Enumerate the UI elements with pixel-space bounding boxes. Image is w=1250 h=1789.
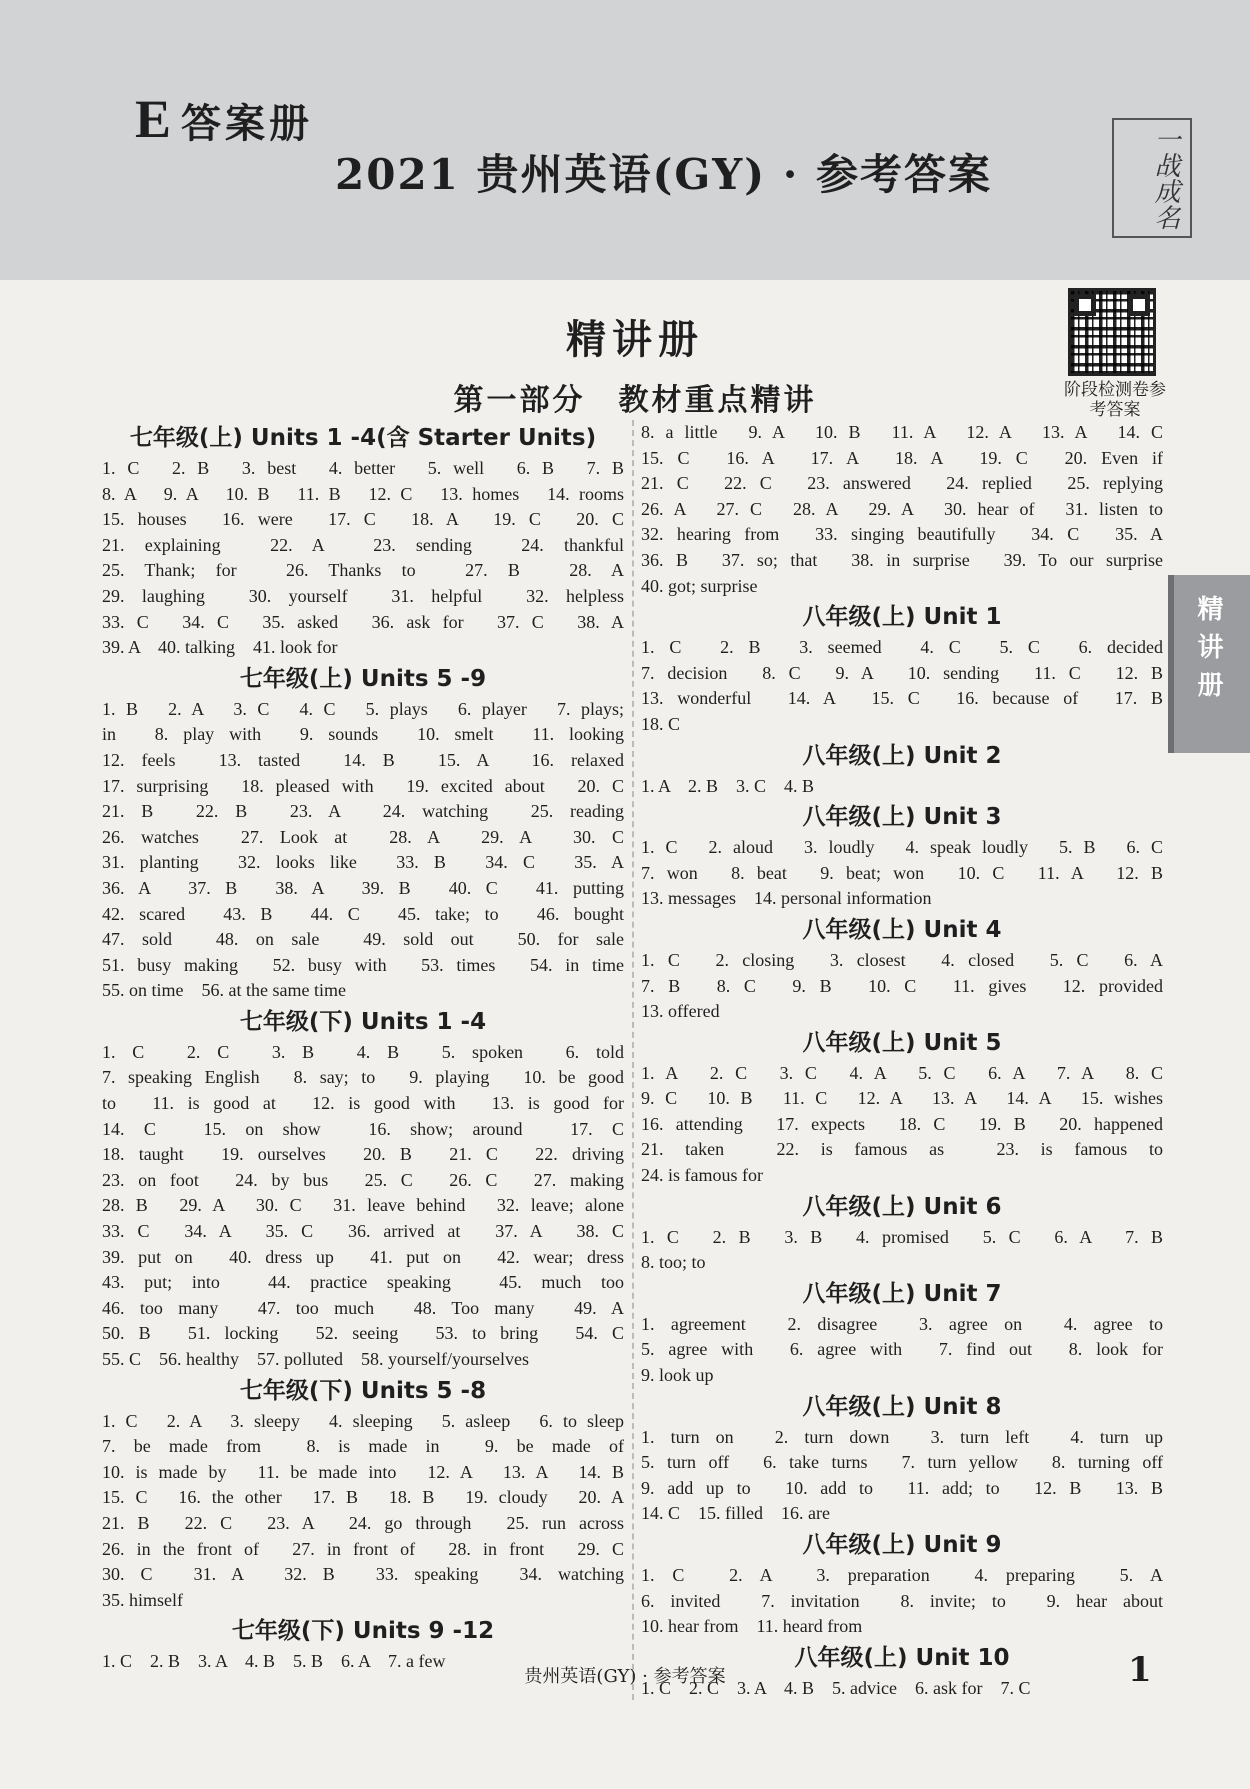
page-number: 1 — [1128, 1650, 1152, 1690]
answer-line: 7. B 8. C 9. B 10. C 11. gives 12. provided — [641, 975, 1163, 996]
answer-line: 14. C 15. on show 16. show; around 17. C — [102, 1118, 624, 1139]
answer-line: 33. C 34. C 35. asked 36. ask for 37. C 38. A — [102, 611, 624, 632]
section-title: 八年级(上) Unit 6 — [802, 1193, 1002, 1220]
answer-line: 15. C 16. the other 17. B 18. B 19. cloudy 20. A — [102, 1487, 624, 1508]
answer-line: 23. on foot 24. by bus 25. C 26. C 27. making — [102, 1169, 624, 1190]
answer-line: 1. turn on 2. turn down 3. turn left 4. turn up — [641, 1426, 1163, 1447]
answer-line: 1. C 2. B 3. best 4. better 5. well 6. B 7. B — [102, 458, 624, 478]
answer-line: 16. attending 17. expects 18. C 19. B 20. happened — [641, 1113, 1163, 1134]
section-title: 八年级(上) Unit 8 — [802, 1393, 1002, 1420]
answer-line: 25. Thank; for 26. Thanks to 27. B 28. A — [102, 560, 624, 581]
answer-line: to 11. is good at 12. is good with 13. is good for — [102, 1093, 624, 1114]
side-tab — [1168, 575, 1250, 753]
section-title: 七年级(下) Units 9 -12 — [231, 1618, 495, 1645]
left-column — [102, 420, 624, 1675]
answer-line: 7. speaking English 8. say; to 9. playing 10. be good — [102, 1067, 624, 1088]
answer-line: 1. C 2. A 3. sleepy 4. sleeping 5. asleep 6. to sleep — [102, 1410, 624, 1431]
answer-line: 1. C 2. B 3. B 4. promised 5. C 6. A 7. B — [641, 1226, 1163, 1247]
answer-line: in 8. play with 9. sounds 10. smelt 11. looking — [102, 724, 624, 745]
answer-line: 8. A 9. A 10. B 11. B 12. C 13. homes 14. rooms — [102, 483, 624, 504]
answer-line: 1. A 2. B 3. C 4. B — [641, 775, 815, 796]
answer-line: 1. A 2. C 3. C 4. A 5. C 6. A 7. A 8. C — [641, 1062, 1163, 1083]
qr-caption: 阶段检测卷参考答案 — [1064, 380, 1166, 420]
section-title: 七年级(下) Units 5 -8 — [239, 1377, 487, 1404]
badge-letter: E — [135, 89, 176, 149]
answer-line: 28. B 29. A 30. C 31. leave behind 32. leave; alone — [102, 1195, 624, 1216]
answer-line: 46. too many 47. too much 48. Too many 49. A — [102, 1297, 624, 1318]
answer-line: 24. is famous for — [641, 1165, 763, 1186]
answer-line: 5. turn off 6. take turns 7. turn yellow 8. turning off — [641, 1452, 1163, 1473]
answer-line: 21. B 22. C 23. A 24. go through 25. run across — [102, 1512, 624, 1533]
answer-line: 39. A 40. talking 41. look for — [102, 637, 338, 658]
answer-line: 7. be made from 8. is made in 9. be made of — [102, 1436, 624, 1457]
answer-line: 1. C 2. A 3. preparation 4. preparing 5. A — [641, 1565, 1163, 1585]
column-divider — [632, 420, 634, 1700]
answer-line: 5. agree with 6. agree with 7. find out 8. look for — [641, 1339, 1163, 1360]
answer-line: 43. put; into 44. practice speaking 45. much too — [102, 1272, 624, 1293]
answer-line: 31. planting 32. looks like 33. B 34. C 35. A — [102, 852, 624, 873]
answer-line: 1. C 2. C 3. A 4. B 5. advice 6. ask for 7. C — [641, 1677, 1031, 1698]
answer-line: 10. is made by 11. be made into 12. A 13. A 14. B — [102, 1461, 624, 1482]
header-band — [0, 0, 1250, 280]
answer-line: 40. got; surprise — [641, 575, 758, 596]
answer-line: 1. C 2. B 3. seemed 4. C 5. C 6. decided — [641, 637, 1163, 658]
answer-line: 1. C 2. C 3. B 4. B 5. spoken 6. told — [102, 1041, 624, 1062]
answer-line: 51. busy making 52. busy with 53. times 54. in time — [102, 954, 624, 975]
section-title: 七年级(上) Units 5 -9 — [239, 665, 487, 692]
side-tab-label: 精讲册 — [1193, 595, 1223, 709]
answer-line: 13. offered — [641, 1001, 720, 1022]
section-title: 八年级(上) Unit 1 — [802, 604, 1002, 631]
answer-line: 8. too; to — [641, 1252, 706, 1273]
answer-line: 29. laughing 30. yourself 31. helpful 32. helpless — [102, 585, 624, 606]
section-title: 七年级(下) Units 1 -4 — [239, 1008, 487, 1035]
answer-line: 21. explaining 22. A 23. sending 24. thankful — [102, 534, 624, 555]
answer-line: 10. hear from 11. heard from — [641, 1616, 863, 1637]
answer-line: 9. look up — [641, 1365, 714, 1386]
section-title: 八年级(上) Unit 4 — [802, 916, 1002, 943]
answer-line: 17. surprising 18. pleased with 19. excited about 20. C — [102, 775, 624, 796]
answer-line: 18. C — [641, 713, 681, 734]
brand-seal: 一战成名 — [1112, 118, 1192, 238]
section-title: 八年级(上) Unit 7 — [802, 1280, 1002, 1307]
answer-line: 21. B 22. B 23. A 24. watching 25. reading — [102, 801, 624, 822]
answer-line: 26. in the front of 27. in front of 28. in front 29. C — [102, 1538, 624, 1559]
answer-line: 1. B 2. A 3. C 4. C 5. plays 6. player 7. plays; — [102, 698, 624, 719]
book-title: 精讲册 — [566, 316, 704, 363]
answer-line: 13. messages 14. personal information — [641, 888, 932, 909]
answer-line: 7. decision 8. C 9. A 10. sending 11. C 12. B — [641, 662, 1163, 683]
answer-line: 14. C 15. filled 16. are — [641, 1503, 830, 1524]
answer-line: 30. C 31. A 32. B 33. speaking 34. watching — [102, 1564, 624, 1585]
answer-line: 6. invited 7. invitation 8. invite; to 9. hear about — [641, 1590, 1163, 1611]
answer-line: 32. hearing from 33. singing beautifully 34. C 35. A — [641, 524, 1163, 545]
answer-line: 1. C 2. B 3. A 4. B 5. B 6. A 7. a few — [102, 1651, 446, 1672]
answer-line: 55. on time 56. at the same time — [102, 980, 346, 1001]
section-title: 八年级(上) Unit 2 — [802, 742, 1002, 769]
answer-line: 39. put on 40. dress up 41. put on 42. wear; dress — [102, 1246, 624, 1267]
answer-line: 1. C 2. closing 3. closest 4. closed 5. C 6. A — [641, 949, 1163, 970]
answer-line: 36. A 37. B 38. A 39. B 40. C 41. putting — [102, 877, 624, 898]
answer-line: 18. taught 19. ourselves 20. B 21. C 22. driving — [102, 1144, 624, 1165]
answer-line: 9. C 10. B 11. C 12. A 13. A 14. A 15. wishes — [641, 1088, 1163, 1109]
answer-line: 50. B 51. locking 52. seeing 53. to bring 54. C — [102, 1323, 624, 1344]
answer-line: 36. B 37. so; that 38. in surprise 39. To our surprise — [641, 549, 1163, 570]
answer-line: 47. sold 48. on sale 49. sold out 50. for sale — [102, 929, 624, 950]
answer-line: 9. add up to 10. add to 11. add; to 12. B 13. B — [641, 1477, 1163, 1498]
answer-line: 1. agreement 2. disagree 3. agree on 4. agree to — [641, 1313, 1163, 1334]
answer-line: 13. wonderful 14. A 15. C 16. because of 17. B — [641, 688, 1163, 709]
section-title: 八年级(上) Unit 5 — [802, 1029, 1002, 1056]
badge-label: 答案册 — [181, 101, 314, 146]
answer-line: 15. C 16. A 17. A 18. A 19. C 20. Even if — [641, 447, 1163, 468]
answer-line: 21. taken 22. is famous as 23. is famous to — [641, 1139, 1163, 1160]
footer-text: 贵州英语(GY) · 参考答案 — [524, 1666, 726, 1687]
section-title: 八年级(上) Unit 9 — [802, 1532, 1002, 1558]
answer-line: 7. won 8. beat 9. beat; won 10. C 11. A 12. B — [641, 862, 1163, 883]
answer-line: 1. C 2. aloud 3. loudly 4. speak loudly 5. B 6. C — [641, 837, 1163, 858]
right-column — [641, 420, 1163, 1701]
answer-line: 15. houses 16. were 17. C 18. A 19. C 20. C — [102, 509, 624, 530]
section-title: 七年级(上) Units 1 -4(含 Starter Units) — [129, 425, 597, 451]
answer-line: 42. scared 43. B 44. C 45. take; to 46. bought — [102, 903, 624, 924]
answer-line: 26. A 27. C 28. A 29. A 30. hear of 31. listen to — [641, 498, 1163, 519]
answer-line: 55. C 56. healthy 57. polluted 58. yourself/yourselves — [102, 1349, 529, 1369]
answer-line: 33. C 34. A 35. C 36. arrived at 37. A 38. C — [102, 1221, 624, 1242]
page-title: 2021 贵州英语(GY) · 参考答案 — [335, 150, 992, 199]
answer-book-badge — [135, 88, 313, 150]
answer-line: 21. C 22. C 23. answered 24. replied 25. replying — [641, 473, 1163, 494]
part-title: 第一部分 教材重点精讲 — [453, 383, 817, 418]
section-title: 八年级(上) Unit 10 — [794, 1644, 1010, 1671]
section-title: 八年级(上) Unit 3 — [802, 804, 1002, 831]
answer-line: 26. watches 27. Look at 28. A 29. A 30. C — [102, 826, 624, 847]
answer-line: 8. a little 9. A 10. B 11. A 12. A 13. A 14. C — [641, 422, 1163, 442]
answer-line: 35. himself — [102, 1589, 183, 1610]
answer-line: 12. feels 13. tasted 14. B 15. A 16. relaxed — [102, 749, 624, 770]
